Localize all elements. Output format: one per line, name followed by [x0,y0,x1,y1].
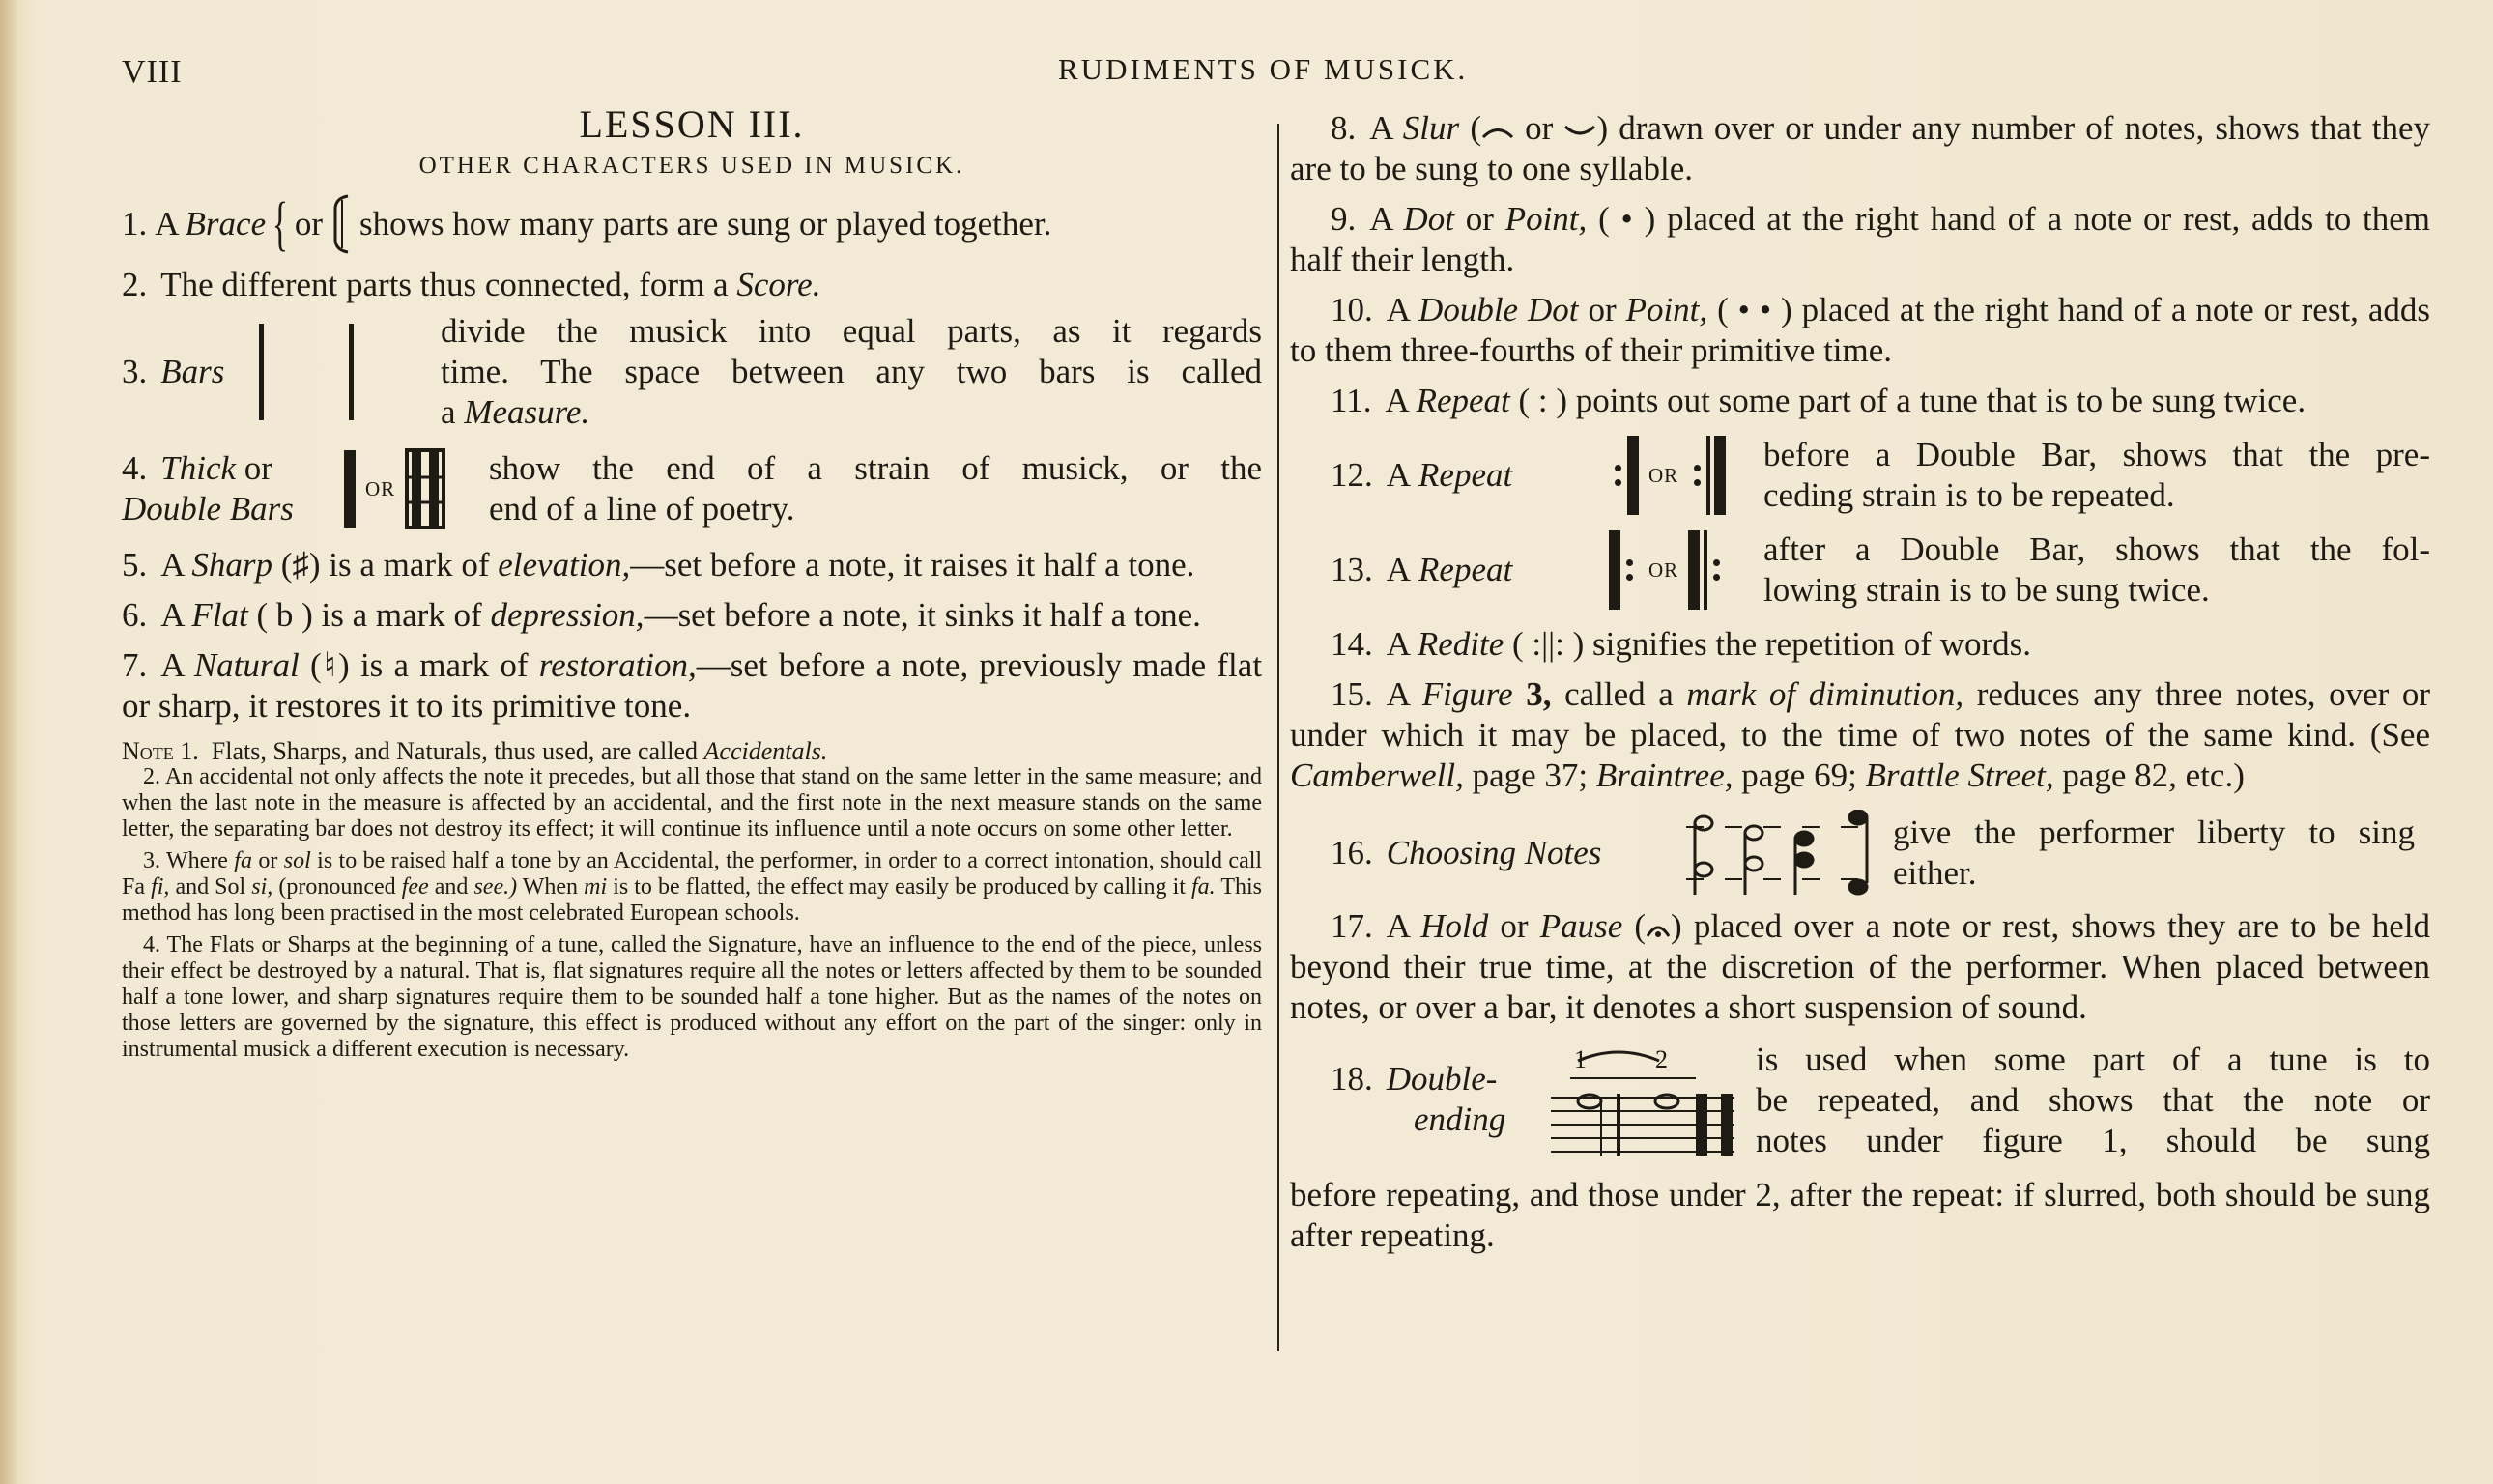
item-text-line: show the end of a strain of musick, or the [489,449,1262,487]
or-label: OR [1648,464,1679,487]
term-point: Point, [1504,200,1588,238]
note-1 [122,738,1262,764]
note-text: or [258,848,278,873]
item-18-double-ending [1290,1040,2430,1175]
item-text: shows how many parts are sung or played together. [359,205,1052,243]
bracket-icon [330,194,352,254]
item-15-figure [1290,674,2430,796]
page-number: VIII [122,54,183,90]
paren: ( [1470,109,1481,147]
note-text: and [434,874,469,899]
article: A [1386,291,1410,328]
left-column [122,101,1262,1063]
term-double-dot: Double Dot [1418,291,1579,328]
article: A [160,646,184,684]
term-sol: sol [283,848,311,873]
flat-icon: ( b ) [256,596,313,634]
item-18-continued: before repeating, and those under 2, after the repeat: if slurred, both should be sung after repeating. [1290,1176,2430,1254]
article: A [160,596,184,634]
item-text-line: divide the musick into equal parts, as it regards [441,312,1262,350]
article: A [155,205,180,243]
note-text: This method has long been practised in the most celebrated European schools. [122,874,1262,926]
item-text-line: give the performer liberty to sing [1893,813,2415,851]
ref-braintree: Braintree, [1595,756,1734,794]
page-edge [0,0,17,1484]
item-4-double-bars [122,448,1262,529]
article: a [441,393,456,431]
term-brace: Brace [185,205,267,243]
item-text-line: before a Double Bar, shows that the pre- [1763,436,2430,473]
item-text-line: ceding strain is to be repeated. [1763,476,2175,514]
term-point: Point, [1625,291,1708,328]
item-text: is a mark of [321,596,482,634]
natural-icon: (♮) [309,646,350,684]
bar-line-icon [349,324,354,420]
repeat-dots-icon [1615,465,1621,486]
item-number: 4. [122,449,148,487]
item-text: points out some part of a tune that is to be sung twice. [1575,382,2307,419]
item-text: drawn over or under any number of notes, shows that they are to be sung to one syllable. [1290,109,2430,187]
term-fi: fi, [151,874,170,899]
term-natural: Natural [193,646,300,684]
term-slur: Slur [1402,109,1460,147]
term-figure: Figure [1421,675,1513,713]
thick-bar-icon [1609,530,1620,610]
or-word: or [294,205,324,243]
note-2: 2. An accidental not only affects the note it precedes, but all those that stand on the same letter in the same measure; and when the last note in the measure is affected by an accidental, and the first note in the next measure stands on the same letter, the separating bar does not destroy its effect; it will continue its influence until a note occurs on some other letter. [122,764,1262,842]
term-sharp: Sharp [191,546,272,584]
item-number: 13. [1331,551,1373,588]
item-13-repeat-after [1290,529,2430,611]
item-1-brace [122,193,1262,255]
note-3 [122,848,1262,927]
note-text: is to be raised half a tone by an Accidental, the performer, in order to a correct intonation, should call Fa [122,848,1263,899]
note-text: and Sol [175,874,246,899]
item-number: 2. [122,266,148,303]
paren: ) [1596,109,1609,147]
term-ending: ending [1414,1100,1506,1138]
ref-brattle-street: Brattle Street, [1865,756,2054,794]
article: A [1385,382,1408,419]
item-text: —set before a note, it raises it half a tone. [630,546,1195,584]
item-text-line: either. [1893,854,1977,892]
item-text: —set before a note, it sinks it half a tone. [644,596,1201,634]
figure-three: 3, [1526,675,1552,713]
article: A [1386,625,1410,663]
term-double: Double- [1386,1060,1498,1098]
term-bars: Bars [160,353,225,390]
item-10-double-dot [1290,290,2430,371]
right-column [1290,108,2430,1256]
thick-bar-icon [1714,436,1726,515]
or-word: or [1525,109,1554,147]
term-repeat: Repeat [1418,456,1513,494]
item-text-line: notes under figure 1, should be sung [1756,1122,2430,1159]
article: A [1386,456,1412,494]
item-text: The different parts thus connected, form a [160,266,729,303]
term-choosing-notes: Choosing Notes [1386,834,1602,871]
term-double-bars: Double Bars [122,490,294,528]
or-word: or [1588,291,1617,328]
item-text: is a mark of [359,646,529,684]
item-text-line: be repeated, and shows that the note or [1756,1081,2430,1119]
repeat-before-symbols [1609,436,1763,515]
sharp-icon: (♯) [280,546,321,584]
item-9-dot [1290,199,2430,280]
thick-bar-icon [1627,436,1639,515]
item-text: is a mark of [329,546,490,584]
lesson-title: LESSON III. [579,102,805,146]
repeat-icon: ( : ) [1518,382,1568,419]
thin-bar-icon [1704,530,1707,610]
article: A [1369,109,1392,147]
double-bar-icon [405,448,445,529]
article: A [1386,551,1412,588]
item-17-hold [1290,906,2430,1028]
item-number: 14. [1331,625,1373,663]
item-number: 7. [122,646,148,684]
brace-icon: { [272,191,289,257]
repeat-dots-icon [1694,465,1701,486]
item-number: 15. [1331,675,1373,713]
term-flat: Flat [191,596,248,634]
slur-under-icon [1563,123,1596,140]
dot-icon: ( • ) [1598,200,1656,238]
fermata-icon [1646,919,1671,940]
item-number: 6. [122,596,148,634]
or-label: OR [1648,558,1679,582]
thick-bar-icon [1688,530,1700,610]
term-accidentals: Accidentals. [703,737,828,765]
or-word: or [244,449,272,487]
term-restoration: restoration, [538,646,697,684]
item-number: 17. [1331,907,1373,945]
term-score: Score. [736,266,821,303]
choosing-notes-icon [1686,810,1879,897]
repeat-dots-icon [1713,559,1720,581]
item-text-line: time. The space between any two bars is called [441,353,1262,390]
note-text: is to be flatted, the effect may easily be produced by calling it [613,874,1186,899]
term-see: see.) [473,874,518,899]
running-title: RUDIMENTS OF MUSICK. [1058,52,1469,86]
item-number: 18. [1331,1060,1373,1098]
lesson-subtitle: OTHER CHARACTERS USED IN MUSICK. [418,153,965,179]
item-number: 16. [1331,834,1373,871]
article: A [1386,675,1410,713]
item-text: placed at the right hand of a note or rest, adds to them half their length. [1290,200,2431,278]
article: A [160,546,184,584]
note-4: 4. The Flats or Sharps at the beginning of a tune, called the Signature, have an influence to the end of the piece, unless their effect be destroyed by a natural. That is, flat signatures require all the notes or letters affected by them to be sounded half a tone lower, and sharp signatures require them to be sounded half a tone higher. But as the names of the notes on those letters are governed by the signature, this effect is produced without any effort on the part of the singer: only in instrumental musick a different execution is necessary. [122,932,1262,1062]
double-dot-icon: ( • • ) [1717,291,1792,328]
footnotes [122,738,1262,1063]
term-si: si, [251,874,273,899]
item-text: placed at the right hand of a note or rest, adds to them three-fourths of their primitive time. [1290,291,2431,369]
item-text: placed over a note or rest, shows they are to be held beyond their true time, at the discretion of the performer. When placed between notes, or over a bar, it denotes a short suspension of sound. [1290,907,2431,1026]
item-number: 10. [1331,291,1373,328]
item-number: 8. [1331,109,1357,147]
article: A [1386,907,1410,945]
note-text: 3. Where [143,848,228,873]
or-word: or [1500,907,1529,945]
item-14-redite [1290,624,2430,665]
term-repeat: Repeat [1416,382,1510,419]
term-dot: Dot [1403,200,1454,238]
ref-page: page 69; [1741,756,1857,794]
term-depression: depression, [490,596,645,634]
term-elevation: elevation, [498,546,631,584]
item-number: 5. [122,546,148,584]
double-ending-figure [1551,1040,1744,1175]
item-number: 3. [122,353,148,390]
item-text-line: is used when some part of a tune is to [1756,1041,2430,1078]
ref-camberwell: Camberwell, [1290,756,1464,794]
note-label: Note 1. [122,737,199,765]
item-5-sharp [122,545,1262,585]
item-number: 9. [1331,200,1357,238]
term-measure: Measure. [464,393,590,431]
item-12-repeat-before [1290,435,2430,516]
thin-bar-icon [1706,436,1710,515]
or-word: or [1465,200,1494,238]
item-7-natural [122,645,1262,727]
term-pause: Pause [1539,907,1623,945]
term-thick: Thick [160,449,237,487]
term-fa: fa. [1191,874,1216,899]
note-text: When [522,874,579,899]
ending-figure-1: 1 [1574,1045,1587,1073]
item-16-choosing-notes [1290,810,2430,897]
running-head [0,50,2493,89]
redite-icon: ( :||: ) [1512,625,1585,663]
item-6-flat [122,595,1262,636]
repeat-after-symbols [1609,530,1763,610]
note-text: (pronounced [278,874,396,899]
item-8-slur [1290,108,2430,189]
column-divider [1277,124,1279,1351]
item-text-line: end of a line of poetry. [489,490,795,528]
note-text: Flats, Sharps, and Naturals, thus used, are called [211,737,699,765]
item-number: 11. [1331,382,1372,419]
term-redite: Redite [1417,625,1504,663]
item-2-score [122,265,1262,305]
term-fee: fee [401,874,429,899]
slur-over-icon [1481,123,1514,140]
paren: ) [1671,907,1682,945]
item-number: 1. [122,205,148,243]
item-3-bars [122,311,1262,433]
repeat-dots-icon [1626,559,1633,581]
article: A [1369,200,1392,238]
ref-page: page 82, etc.) [2062,756,2245,794]
or-label: OR [365,477,396,500]
term-mi: mi [584,874,608,899]
item-number: 12. [1331,456,1373,494]
item-text-line: lowing strain is to be sung twice. [1763,571,2210,609]
term-hold: Hold [1420,907,1489,945]
term-diminution: mark of diminution, [1686,675,1964,713]
item-text: called a [1564,675,1674,713]
term-fa: fa [234,848,252,873]
paren: ( [1634,907,1647,945]
ending-figure-2: 2 [1655,1045,1668,1073]
item-text-line: after a Double Bar, shows that the fol- [1763,530,2430,568]
item-text: —set before a note, previously made flat or sharp, it restores it to its primitive tone. [122,646,1263,725]
term-repeat: Repeat [1418,551,1513,588]
thick-bar-icon [344,450,356,528]
ref-page: page 37; [1472,756,1589,794]
bar-line-icon [259,324,264,420]
item-11-repeat [1290,381,2430,421]
item-text: reduces any three notes, over or under which it may be placed, to the time of two notes of the same kind. (See [1290,675,2431,754]
item-text: signifies the repetition of words. [1592,625,2031,663]
